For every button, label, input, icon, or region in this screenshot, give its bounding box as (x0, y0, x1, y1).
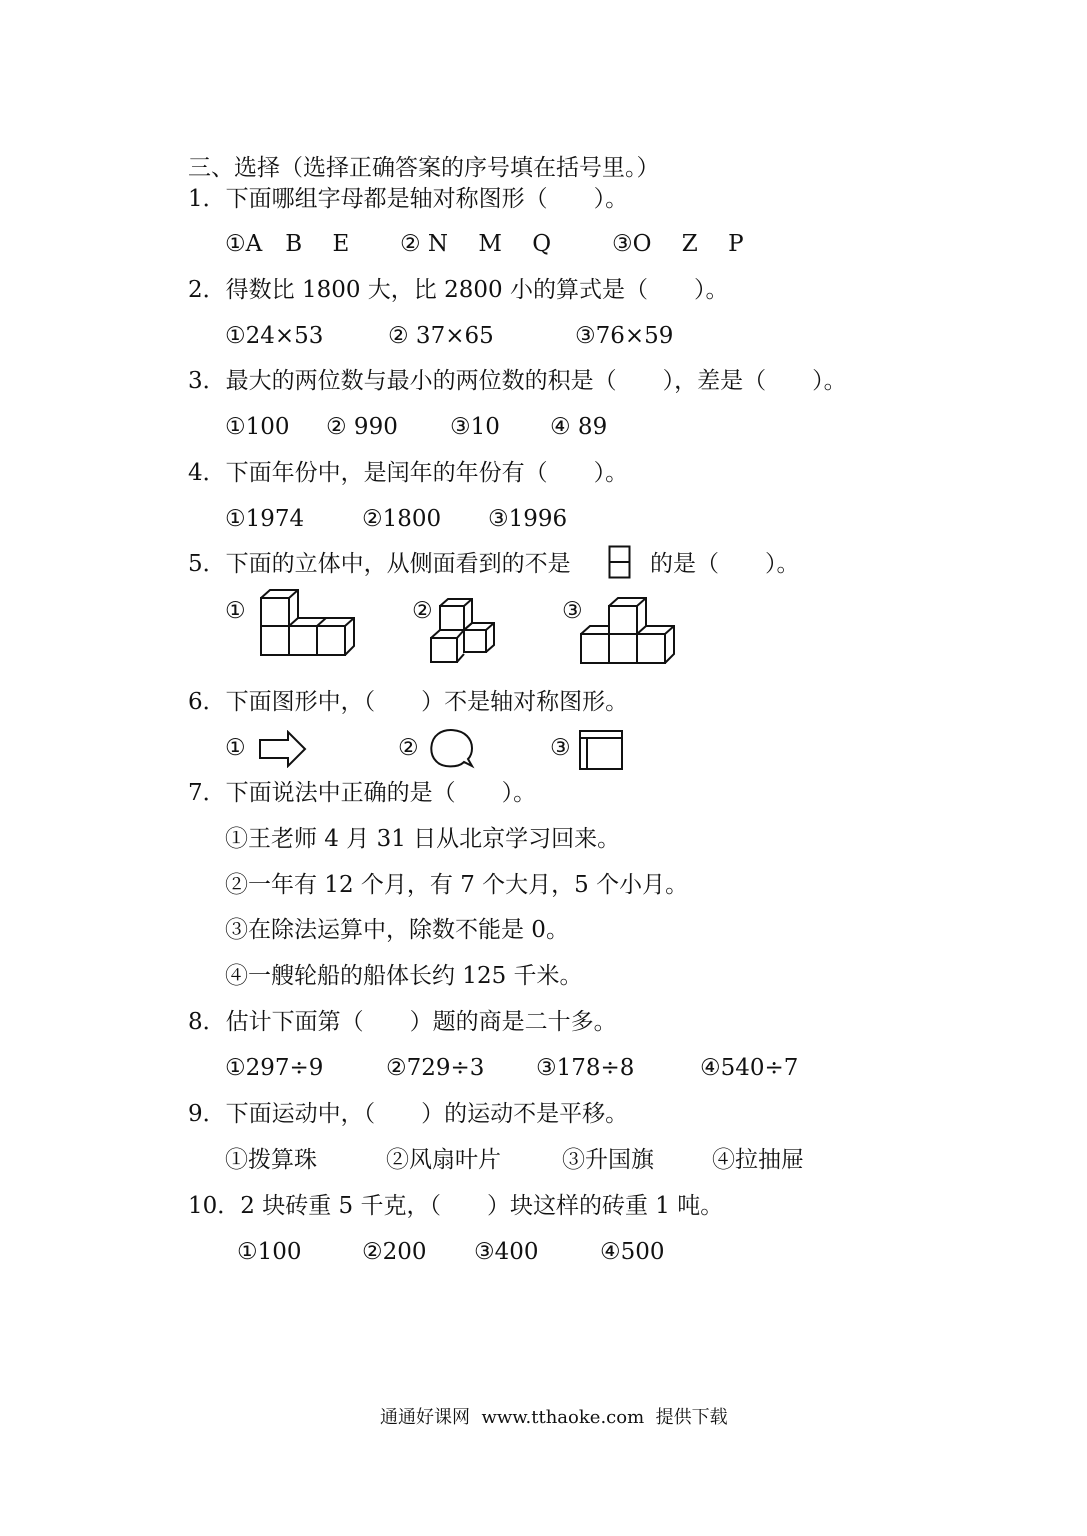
question-7: 7．下面说法中正确的是（ ）。 (188, 780, 537, 806)
q5-option-1-solid (258, 588, 360, 660)
q8-option-4: ④540÷7 (700, 1055, 799, 1081)
q7-option-1: ①王老师 4 月 31 日从北京学习回来。 (225, 826, 621, 852)
q10-option-1: ①100 (237, 1239, 302, 1265)
arrow-shape-figure (258, 730, 308, 768)
page-footer: 通通好课网 www.tthaoke.com 提供下载 (380, 1407, 728, 1428)
q3-option-1: ①100 (225, 414, 290, 440)
q6-option-1-label: ① (225, 735, 246, 761)
speech-bubble-figure (428, 728, 476, 770)
q1-option-1: ①A B E (225, 231, 350, 257)
q2-option-1: ①24×53 (225, 323, 324, 349)
q4-option-1: ①1974 (225, 506, 305, 532)
question-8: 8．估计下面第（ ）题的商是二十多。 (188, 1009, 617, 1035)
q5-option-3-label: ③ (562, 598, 583, 624)
question-3: 3．最大的两位数与最小的两位数的积是（ ），差是（ ）。 (188, 368, 847, 394)
q2-option-2: ② 37×65 (388, 323, 494, 349)
question-6: 6．下面图形中，（ ）不是轴对称图形。 (188, 689, 629, 715)
q6-option-2-label: ② (398, 735, 419, 761)
window-frame-figure (578, 729, 624, 771)
question-5-part-a: 5．下面的立体中，从侧面看到的不是 (188, 551, 571, 577)
q4-option-3: ③1996 (488, 506, 568, 532)
q10-option-4: ④500 (600, 1239, 665, 1265)
q9-option-1: ①拨算珠 (225, 1147, 317, 1173)
q6-option-3-label: ③ (550, 735, 571, 761)
question-5-part-b: 的是（ ）。 (650, 551, 800, 577)
question-9: 9．下面运动中，（ ）的运动不是平移。 (188, 1101, 629, 1127)
q5-option-3-solid (578, 596, 678, 668)
section-title: 三、选择（选择正确答案的序号填在括号里。） (188, 155, 660, 181)
q3-option-2: ② 990 (326, 414, 398, 440)
q9-option-2: ②风扇叶片 (386, 1147, 501, 1173)
q4-option-2: ②1800 (362, 506, 442, 532)
q7-option-3: ③在除法运算中，除数不能是 0。 (225, 917, 569, 943)
q8-option-3: ③178÷8 (536, 1055, 635, 1081)
q5-option-2-solid (428, 596, 500, 666)
question-10: 10．2 块砖重 5 千克，（ ）块这样的砖重 1 吨。 (188, 1193, 724, 1219)
q9-option-3: ③升国旗 (562, 1147, 654, 1173)
question-1: 1．下面哪组字母都是轴对称图形（ ）。 (188, 186, 629, 212)
q2-option-3: ③76×59 (575, 323, 674, 349)
q5-option-2-label: ② (412, 598, 433, 624)
q10-option-3: ③400 (474, 1239, 539, 1265)
q8-option-2: ②729÷3 (386, 1055, 485, 1081)
q10-option-2: ②200 (362, 1239, 427, 1265)
side-view-glyph (608, 545, 632, 579)
q3-option-4: ④ 89 (550, 414, 608, 440)
q3-option-3: ③10 (450, 414, 500, 440)
q1-option-2: ② N M Q (400, 231, 552, 257)
q7-option-4: ④一艘轮船的船体长约 125 千米。 (225, 963, 583, 989)
question-2: 2．得数比 1800 大，比 2800 小的算式是（ ）。 (188, 277, 729, 303)
q5-option-1-label: ① (225, 598, 246, 624)
q1-option-3: ③O Z P (612, 231, 744, 257)
q8-option-1: ①297÷9 (225, 1055, 324, 1081)
question-4: 4．下面年份中，是闰年的年份有（ ）。 (188, 460, 629, 486)
q9-option-4: ④拉抽屉 (712, 1147, 804, 1173)
q7-option-2: ②一年有 12 个月，有 7 个大月，5 个小月。 (225, 872, 689, 898)
